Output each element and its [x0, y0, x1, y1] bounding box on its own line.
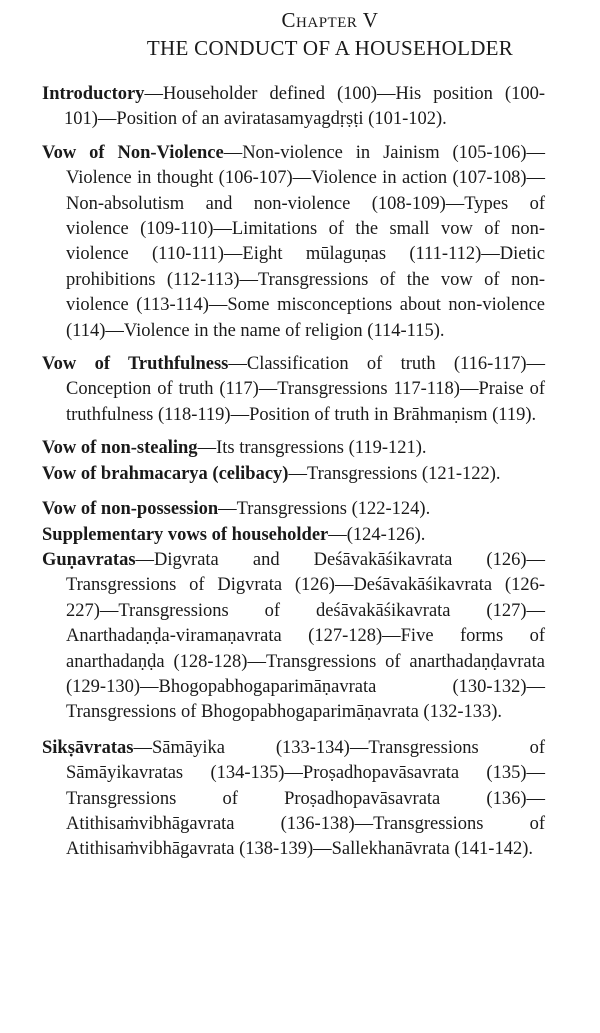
section-non-violence [0, 141, 600, 344]
section-truthfulness [0, 352, 600, 428]
section-heading: Sikṣāvratas [42, 737, 134, 758]
section-text: —Sāmāyika (133-134)—Transgressions of Sāmāyikavratas (134-135)—Proṣadhopavāsavrata (135)—Transgressions of Proṣadhopavāsavrata (136)—Atithisaṁvibhāgavrata (136-138)—Transgressions of Atithisaṁvibhāgavrata (138-139)—Sallekhanāvrata (141-142). [66, 737, 545, 860]
section-heading: Vow of non-possession [42, 499, 219, 520]
section-gunavratas [0, 548, 600, 726]
section-heading: Vow of brahmacarya (celibacy) [42, 463, 289, 484]
section-non-stealing [0, 436, 600, 461]
section-brahmacarya [0, 462, 600, 487]
section-text: —Transgressions (122-124). [218, 499, 431, 520]
section-introductory [0, 82, 600, 133]
section-text: —Digvrata and Deśāvakāśikavrata (126)—Transgressions of Digvrata (126)—Deśāvakāśikavrata (126-227)—Transgressions of deśāvakāśikavrata (127)—Anarthadaṇḍa-viramaṇavrata (127-128)—Five forms of anarthadaṇḍa (128-128)—Transgressions of anarthadaṇḍavrata (129-130)—Bhogopabhogaparimāṇavrata (130-132)—Transgressions of Bhogopabhogaparimāṇavrata (132-133). [66, 549, 545, 723]
section-text: —Classification of truth (116-117)—Conception of truth (117)—Transgressions 117-118)—Praise of truthfulness (118-119)—Position of truth in Brāhmaṇism (119). [66, 354, 545, 425]
section-heading: Vow of non-stealing [42, 438, 198, 459]
section-heading: Vow of Truthfulness [42, 354, 229, 375]
section-heading: Vow of Non-Violence [42, 142, 224, 163]
section-heading: Supplementary vows of householder [42, 524, 329, 545]
section-text: —Its transgressions (119-121). [197, 438, 427, 459]
chapter-label: Chapter V [281, 8, 379, 32]
section-text: —(124-126). [328, 524, 426, 545]
section-non-possession [0, 497, 600, 522]
section-supplementary-vows [0, 523, 600, 548]
section-text: —Householder defined (100)—His position (100-101)—Position of an aviratasamyagdṛṣṭi (101-102). [64, 84, 545, 130]
chapter-contents [0, 82, 600, 863]
section-text: —Transgressions (121-122). [288, 463, 501, 484]
chapter-title: THE CONDUCT OF A HOUSEHOLDER [146, 36, 514, 60]
section-heading: Guṇavratas [42, 549, 136, 570]
section-text: —Non-violence in Jainism (105-106)—Violence in thought (106-107)—Violence in action (107-108)—Non-absolutism and non-violence (108-109)—Types of violence (109-110)—Limitations of the small vow of non-violence (110-111)—Eight mūlaguṇas (111-112)—Dietic prohibitions (112-113)—Transgressions of the vow of non-violence (113-114)—Some misconceptions about non-violence (114)—Violence in the name of religion (114-115). [66, 142, 545, 341]
section-heading: Introductory [42, 84, 145, 104]
section-siksavratas [0, 736, 600, 863]
